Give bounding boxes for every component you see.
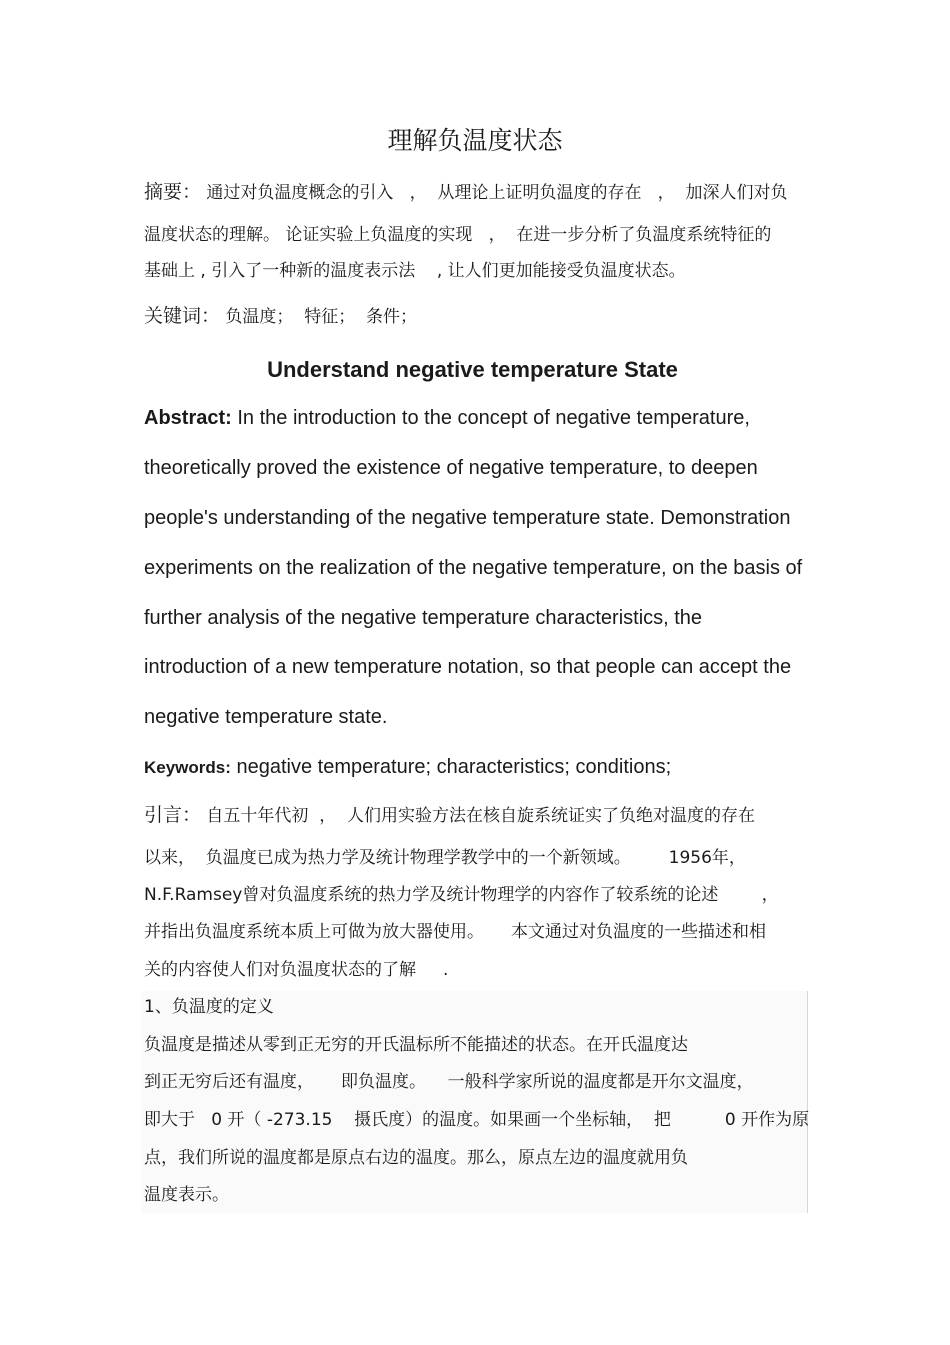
abstract-cn-label: 摘要：	[144, 181, 202, 203]
abstract-cn-line-3: 基础上 , 引入了一种新的温度表示法 , 让人们更加能接受负温度状态。	[144, 261, 686, 281]
abstract-cn-line-1: 摘要： 通过对负温度概念的引入 ， 从理论上证明负温度的存在 ， 加深人们对负	[144, 181, 788, 203]
intro-label: 引言：	[144, 804, 202, 826]
intro-line-5: 关的内容使人们对负温度状态的了解 .	[144, 960, 449, 980]
keywords-en-label: Keywords:	[144, 758, 231, 777]
intro-line-3: N.F.Ramsey曾对负温度系统的热力学及统计物理学的内容作了较系统的论述 ，	[144, 885, 779, 905]
intro-line-2: 以来， 负温度已成为热力学及统计物理学教学中的一个新领域。 1956年，	[144, 848, 746, 868]
abstract-cn-line-2: 温度状态的理解。 论证实验上负温度的实现 ， 在进一步分析了负温度系统特征的	[144, 225, 772, 245]
abstract-en-label: Abstract:	[144, 407, 232, 429]
intro-line-4: 并指出负温度系统本质上可做为放大器使用。 本文通过对负温度的一些描述和相	[144, 922, 767, 942]
chinese-title: 理解负温度状态	[387, 126, 563, 155]
abstract-en-line-3: people's understanding of the negative temperature state. Demonstration	[144, 507, 791, 529]
intro-line-1: 引言： 自五十年代初 ， 人们用实验方法在核自旋系统证实了负绝对温度的存在	[144, 804, 756, 826]
section-1-line-3: 即大于 0 开（ -273.15 摄氏度）的温度。如果画一个坐标轴， 把 0 开作为原	[144, 1110, 810, 1130]
section-1-line-5: 温度表示。	[144, 1185, 229, 1205]
section-1-line-2: 到正无穷后还有温度， 即负温度。 一般科学家所说的温度都是开尔文温度，	[144, 1072, 754, 1092]
abstract-en-line-2: theoretically proved the existence of negative temperature, to deepen	[144, 457, 758, 479]
section-1-line-4: 点，我们所说的温度都是原点右边的温度。那么，原点左边的温度就用负	[144, 1148, 688, 1168]
keywords-cn-label: 关键词：	[144, 305, 221, 327]
abstract-en-line-5: further analysis of the negative temperature characteristics, the	[144, 607, 703, 629]
english-title: Understand negative temperature State	[267, 357, 678, 382]
keywords-en: Keywords: negative temperature; characteristics; conditions;	[144, 756, 672, 778]
abstract-en-line-6: introduction of a new temperature notation, so that people can accept the	[144, 656, 792, 678]
abstract-en-line-4: experiments on the realization of the negative temperature, on the basis of	[144, 557, 803, 579]
section-1-heading: 1、负温度的定义	[144, 997, 274, 1017]
section-1-box	[141, 991, 808, 1213]
section-1-line-1: 负温度是描述从零到正无穷的开氏温标所不能描述的状态。在开氏温度达	[144, 1035, 688, 1055]
abstract-en-line-1: Abstract: In the introduction to the concept of negative temperature,	[144, 407, 750, 429]
abstract-en-line-7: negative temperature state.	[144, 706, 388, 728]
keywords-cn: 关键词： 负温度； 特征； 条件；	[144, 305, 418, 327]
